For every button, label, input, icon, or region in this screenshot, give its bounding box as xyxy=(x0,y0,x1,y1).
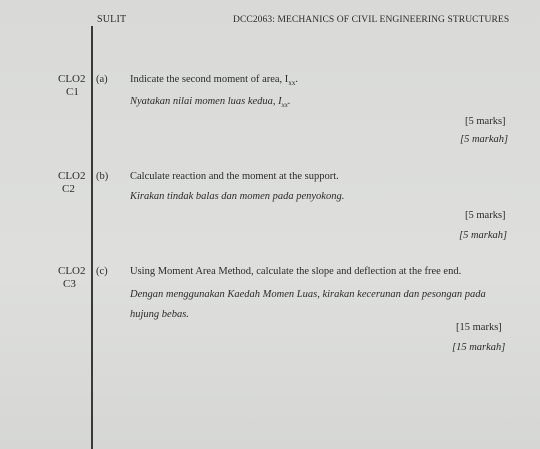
level-label-c: C3 xyxy=(63,278,76,290)
question-a-english-text: Indicate the second moment of area, I xyxy=(130,74,289,85)
question-b-malay: Kirakan tindak balas dan momen pada penyokong. xyxy=(130,191,345,202)
question-a-english-tail: . xyxy=(295,74,298,85)
header-sulit: SULIT xyxy=(97,14,127,25)
question-a-malay xyxy=(130,96,290,109)
part-label-c: (c) xyxy=(96,266,108,277)
margin-rule xyxy=(91,26,93,449)
clo-label-b: CLO2 xyxy=(58,170,86,182)
clo-label-c: CLO2 xyxy=(58,265,86,277)
question-c-malay: Dengan menggunakan Kaedah Momen Luas, kirakan kecerunan dan pesongan pada hujung bebas. xyxy=(130,289,486,320)
marks-c-english: [15 marks] xyxy=(456,322,502,333)
clo-label-a: CLO2 xyxy=(58,73,86,85)
part-label-a: (a) xyxy=(96,74,108,85)
question-a-english-subscript: xx xyxy=(288,79,296,88)
part-label-b: (b) xyxy=(96,171,109,182)
question-a-malay-tail: . xyxy=(287,96,291,107)
marks-a-malay: [5 markah] xyxy=(460,134,509,145)
question-b-english: Calculate reaction and the moment at the support. xyxy=(130,171,339,182)
question-c-english: Using Moment Area Method, calculate the slope and deflection at the free end. xyxy=(130,266,462,277)
question-a-malay-subscript: xx xyxy=(281,101,288,110)
header-course-title: DCC2063: MECHANICS OF CIVIL ENGINEERING STRUCTURES xyxy=(233,15,510,25)
marks-c-malay: [15 markah] xyxy=(452,342,506,353)
marks-b-malay: [5 markah] xyxy=(459,230,508,241)
level-label-b: C2 xyxy=(62,183,75,195)
marks-a-english: [5 marks] xyxy=(465,116,506,127)
question-a-english xyxy=(130,74,298,87)
marks-b-english: [5 marks] xyxy=(465,210,506,221)
level-label-a: C1 xyxy=(66,86,79,98)
question-a-malay-text: Nyatakan nilai momen luas kedua, I xyxy=(130,96,282,107)
